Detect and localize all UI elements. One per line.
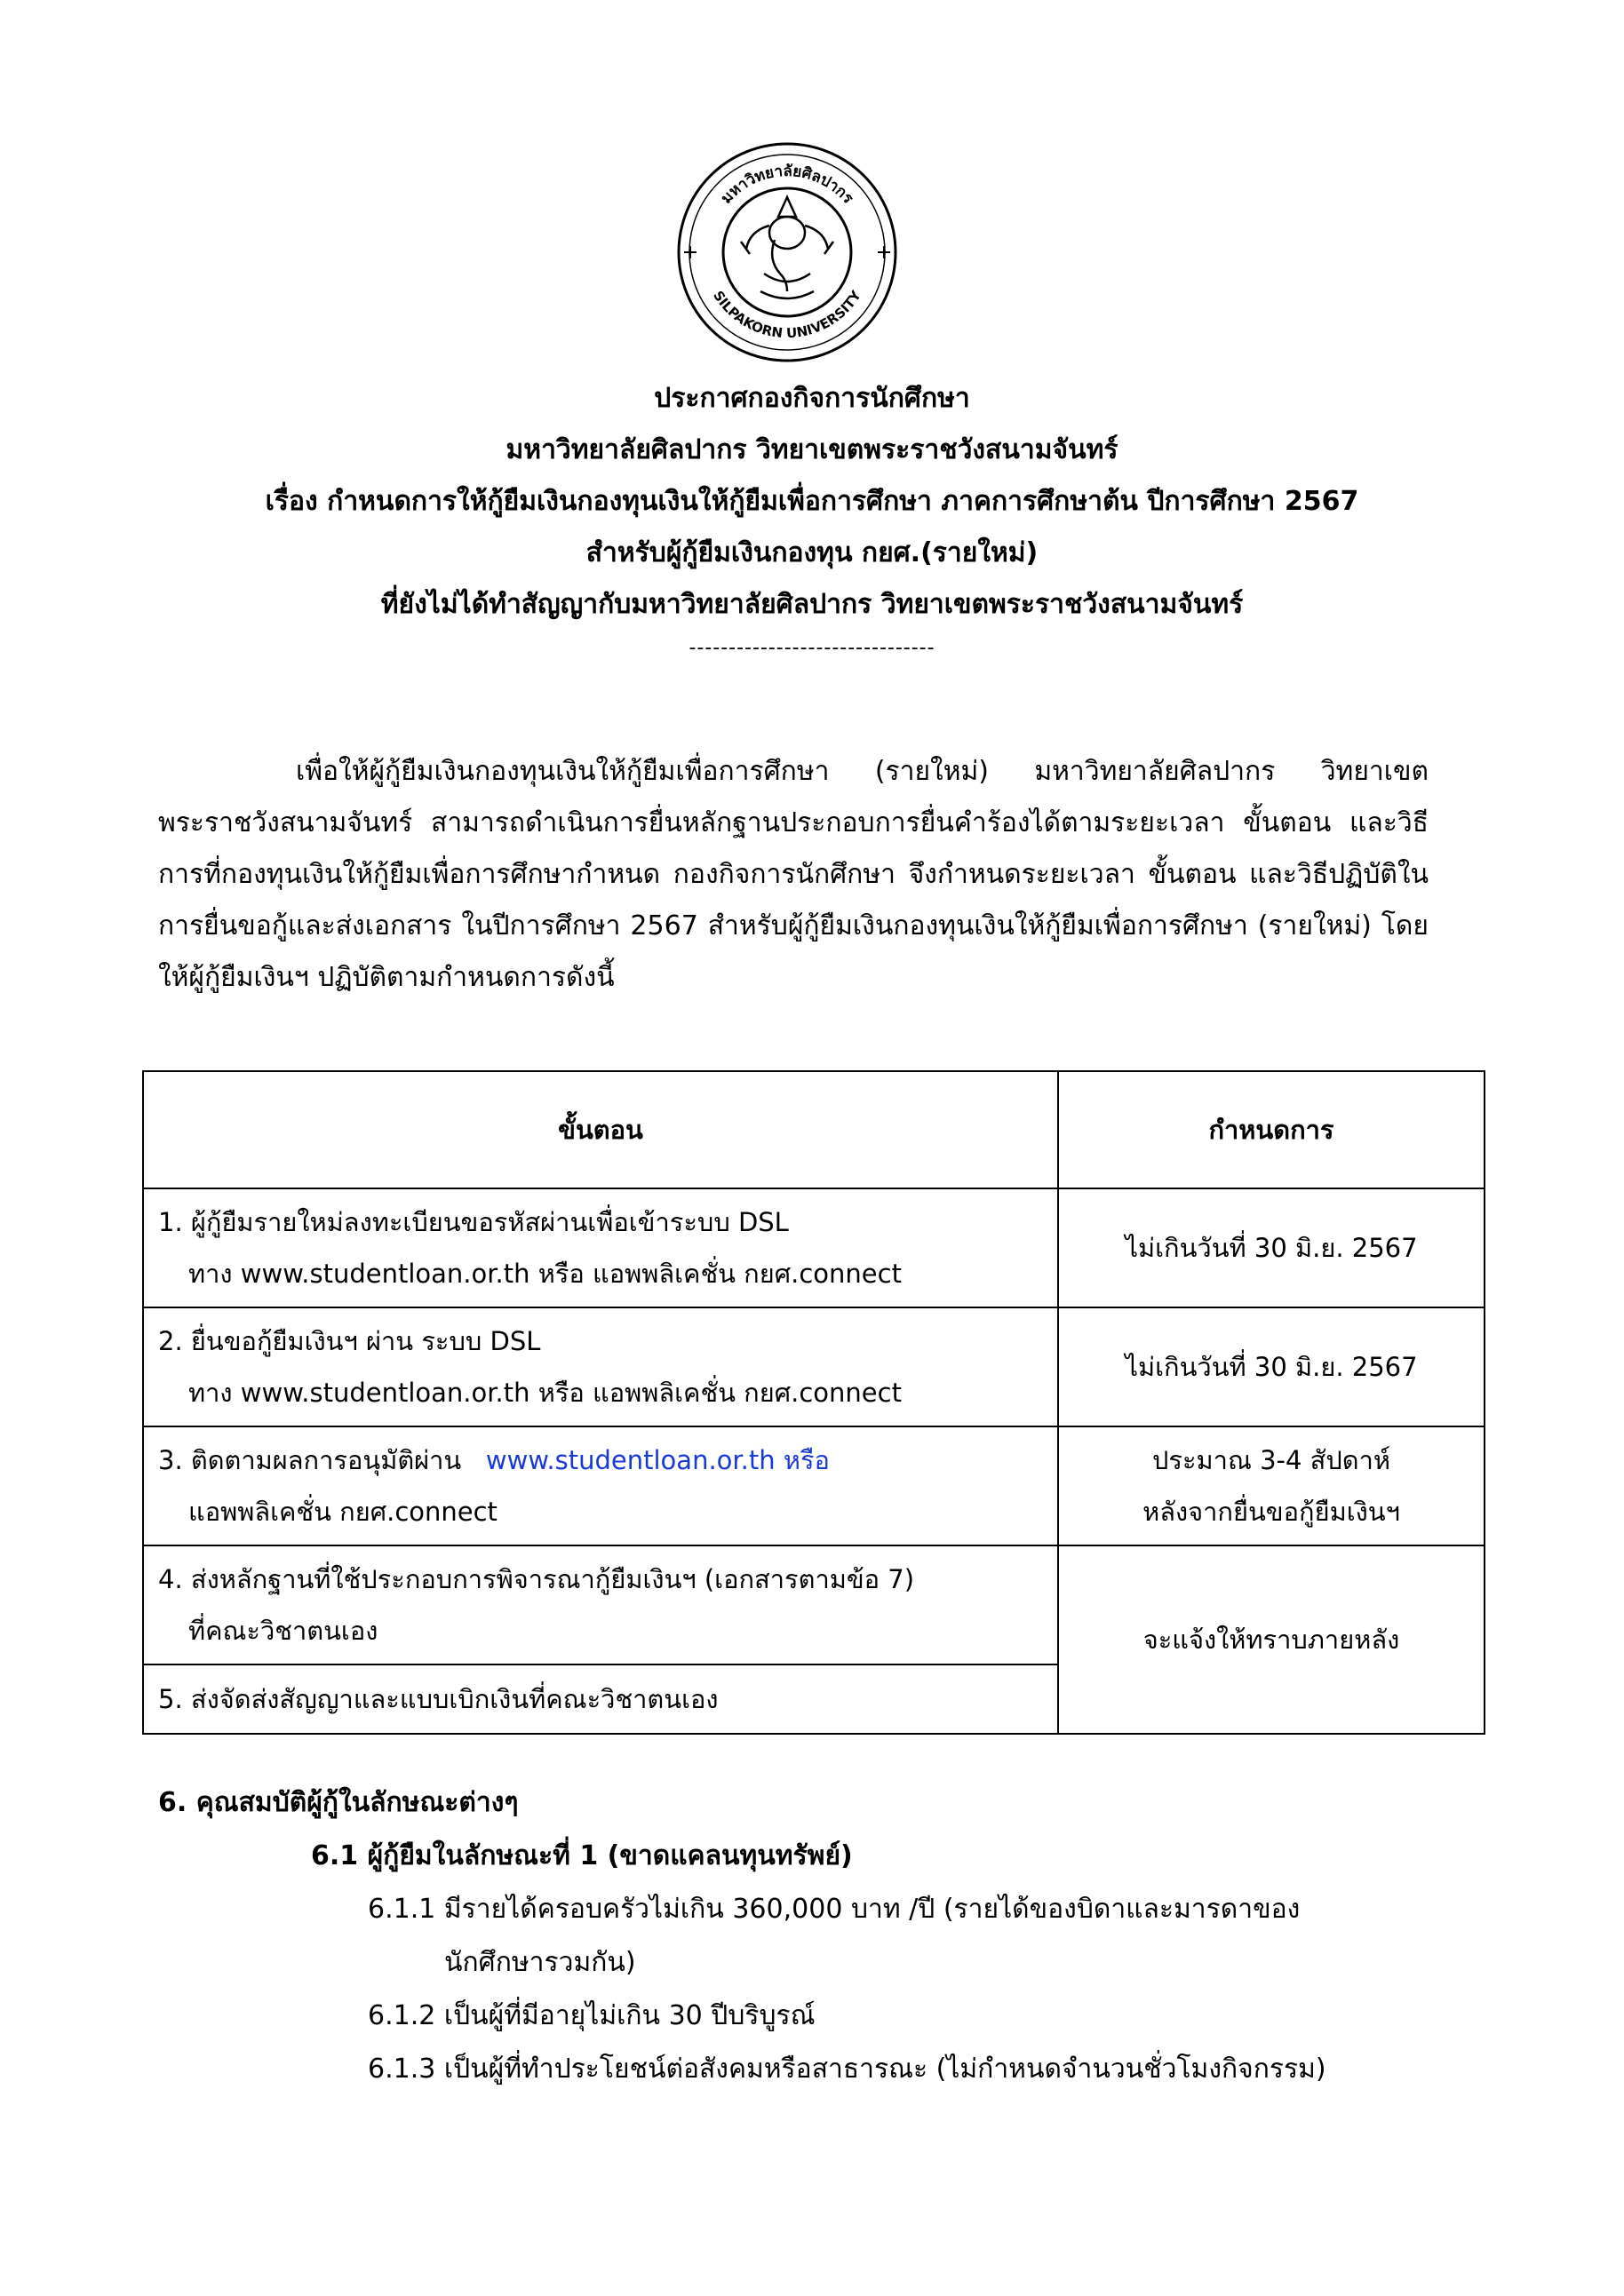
step-4-5-deadline: จะแจ้งให้ทราบภายหลัง	[1058, 1545, 1485, 1734]
step-2-line-2: ทาง www.studentloan.or.th หรือ แอพพลิเคชั่น กยศ.connect	[188, 1378, 902, 1408]
table-header-row	[143, 1071, 1485, 1188]
schedule-table	[142, 1070, 1485, 1735]
item-6-1-2: 6.1.2 เป็นผู้ที่มีอายุไม่เกิน 30 ปีบริบูรณ์	[368, 2000, 816, 2031]
step-4-cell	[143, 1545, 1058, 1664]
seal-text-bottom: SILPAKORN UNIVERSITY	[710, 288, 864, 342]
step-5-cell	[143, 1664, 1058, 1734]
step-3-line-1	[158, 1434, 1045, 1486]
step-2-cell	[143, 1307, 1058, 1426]
step-3-deadline	[1058, 1426, 1485, 1545]
announcement-title	[133, 373, 1491, 666]
step-1-line-2: ทาง www.studentloan.or.th หรือ แอพพลิเคชั่น กยศ.connect	[188, 1259, 902, 1289]
step-5-line-1: 5. ส่งจัดส่งสัญญาและแบบเบิกเงินที่คณะวิชาตนเอง	[158, 1684, 719, 1714]
item-6-1-1: 6.1.1 มีรายได้ครอบครัวไม่เกิน 360,000 บาท /ปี (รายได้ของบิดาและมารดาของ	[368, 1894, 1301, 1925]
step-3-prefix: 3. ติดตามผลการอนุมัติผ่าน	[158, 1445, 462, 1475]
step-3-line-2: แอพพลิเคชั่น กยศ.connect	[188, 1497, 498, 1527]
header-step: ขั้นตอน	[143, 1071, 1058, 1188]
item-6-1-3: 6.1.3 เป็นผู้ที่ทำประโยชน์ต่อสังคมหรือสาธารณะ (ไม่กำหนดจำนวนชั่วโมงกิจกรรม)	[368, 2054, 1326, 2085]
step-1-line-1: 1. ผู้กู้ยืมรายใหม่ลงทะเบียนขอรหัสผ่านเพื่อเข้าระบบ DSL	[158, 1207, 789, 1237]
table-row	[143, 1307, 1485, 1426]
step-3-deadline-line-2: หลังจากยื่นขอกู้ยืมเงินฯ	[1142, 1497, 1400, 1527]
title-separator: -------------------------------	[689, 637, 935, 659]
intro-text: เพื่อให้ผู้กู้ยืมเงินกองทุนเงินให้กู้ยืมเพื่อการศึกษา (รายใหม่) มหาวิทยาลัยศิลปากร วิทยาเขตพระราชวังสนามจันทร์ สามารถดำเนินการยื่นหลักฐานประกอบการยื่นคำร้องได้ตามระยะเวลา ขั้นตอน และวิธีการที่กองทุนเงินให้กู้ยืมเพื่อการศึกษากำหนด กองกิจการนักศึกษา จึงกำหนดระยะเวลา ขั้นตอน และวิธีปฏิบัติในการยื่นขอกู้และส่งเอกสาร ในปีการศึกษา 2567 สำหรับผู้กู้ยืมเงินกองทุนเงินให้กู้ยืมเพื่อการศึกษา (รายใหม่) โดยให้ผู้กู้ยืมเงินฯ ปฏิบัติตามกำหนดการดังนี้	[158, 756, 1429, 993]
table-row	[143, 1426, 1485, 1545]
step-3-deadline-line-1: ประมาณ 3-4 สัปดาห์	[1151, 1445, 1390, 1475]
title-line-3: เรื่อง กำหนดการให้กู้ยืมเงินกองทุนเงินให้กู้ยืมเพื่อการศึกษา ภาคการศึกษาต้น ปีการศึกษา 2567	[265, 486, 1359, 517]
university-seal-logo	[675, 140, 899, 364]
section-6	[158, 1776, 1446, 2096]
title-line-2: มหาวิทยาลัยศิลปากร วิทยาเขตพระราชวังสนามจันทร์	[506, 434, 1118, 465]
table-row	[143, 1188, 1485, 1307]
step-2-deadline: ไม่เกินวันที่ 30 มิ.ย. 2567	[1058, 1307, 1485, 1426]
section-6-1-heading: 6.1 ผู้กู้ยืมในลักษณะที่ 1 (ขาดแคลนทุนทรัพย์)	[311, 1840, 853, 1871]
step-1-deadline: ไม่เกินวันที่ 30 มิ.ย. 2567	[1058, 1188, 1485, 1307]
step-4-line-1: 4. ส่งหลักฐานที่ใช้ประกอบการพิจารณากู้ยืมเงินฯ (เอกสารตามข้อ 7)	[158, 1564, 915, 1594]
table-row	[143, 1545, 1485, 1664]
intro-paragraph	[158, 746, 1429, 1004]
studentloan-link[interactable]: www.studentloan.or.th หรือ	[485, 1445, 830, 1475]
title-line-5: ที่ยังไม่ได้ทำสัญญากับมหาวิทยาลัยศิลปากร วิทยาเขตพระราชวังสนามจันทร์	[380, 589, 1244, 620]
step-4-line-2: ที่คณะวิชาตนเอง	[188, 1616, 378, 1646]
step-2-line-1: 2. ยื่นขอกู้ยืมเงินฯ ผ่าน ระบบ DSL	[158, 1326, 541, 1356]
svg-text:มหาวิทยาลัยศิลปากร	[718, 163, 857, 208]
title-line-4: สำหรับผู้กู้ยืมเงินกองทุน กยศ.(รายใหม่)	[585, 537, 1039, 568]
seal-text-top: มหาวิทยาลัยศิลปากร	[717, 162, 857, 208]
title-line-1: ประกาศกองกิจการนักศึกษา	[654, 383, 970, 414]
step-3-cell	[143, 1426, 1058, 1545]
step-1-cell	[143, 1188, 1058, 1307]
header-deadline: กำหนดการ	[1058, 1071, 1485, 1188]
section-6-heading: 6. คุณสมบัติผู้กู้ในลักษณะต่างๆ	[158, 1787, 519, 1818]
item-6-1-1-continued: นักศึกษารวมกัน)	[444, 1947, 636, 1978]
